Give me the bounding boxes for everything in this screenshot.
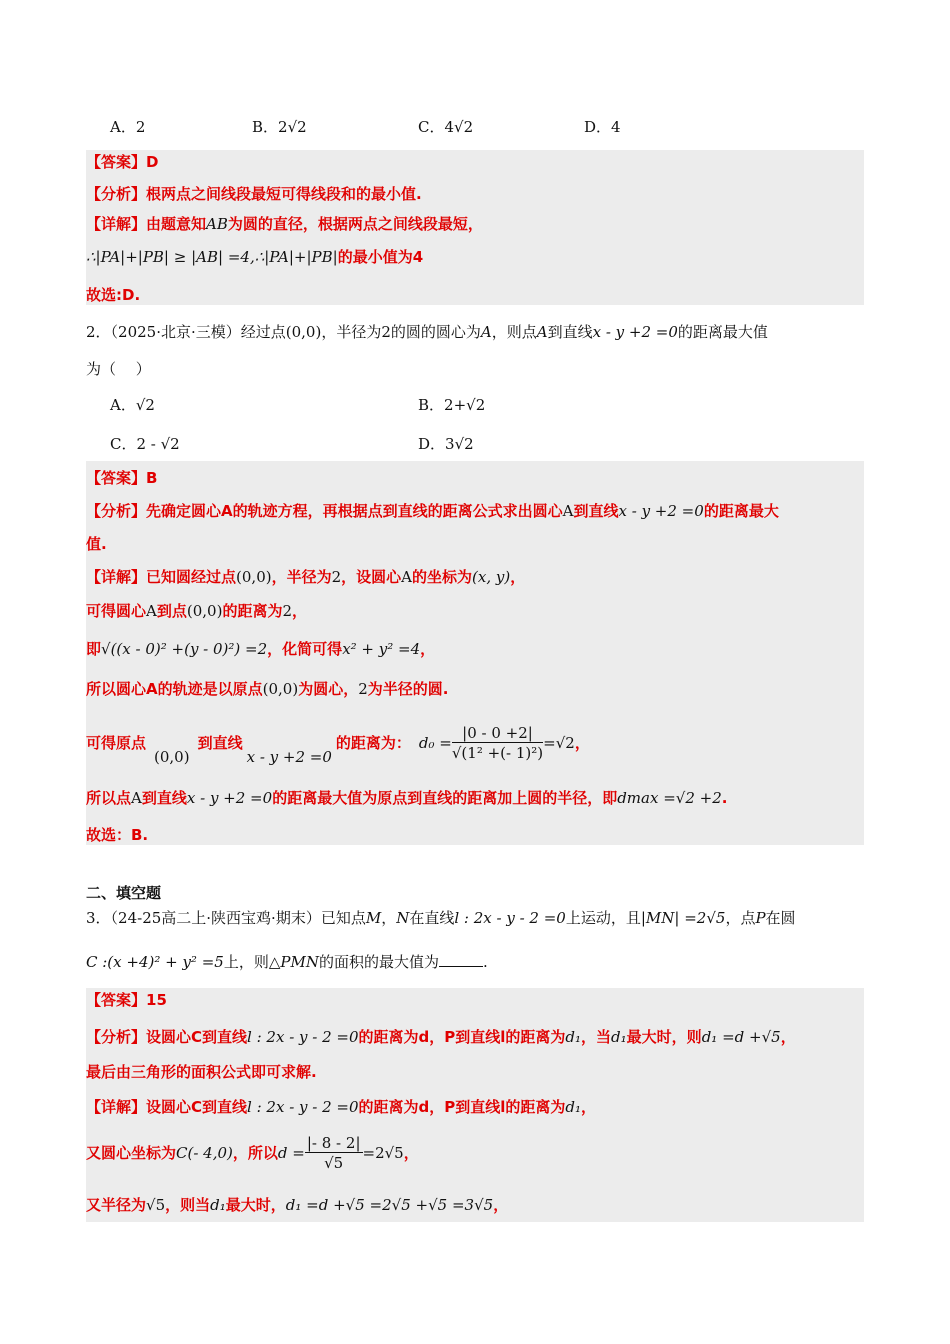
q2-detail-4: 所以圆心A的轨迹是以原点(0,0)为圆心，2为半径的圆. [86, 680, 449, 698]
answer-blank[interactable] [439, 952, 483, 967]
q3-detail-1: 【详解】设圆心C到直线l : 2x - y - 2 =0的距离为d，P到直线l的距离为d₁， [86, 1098, 597, 1116]
q3-stem-line-1: 3．（24-25高二上·陕西宝鸡·期末）已知点M，N在直线l : 2x - y - 2 =0上运动，且|MN| =2√5，点P在圆 [86, 909, 796, 927]
q2-option-b: B．2+√2 [418, 396, 486, 414]
q2-detail-1: 【详解】已知圆经过点(0,0)，半径为2，设圆心A的坐标为(x, y)， [86, 568, 526, 586]
q2-analysis-line-1: 【分析】先确定圆心A的轨迹方程，再根据点到直线的距离公式求出圆心A到直线x - y +2 =0的距离最大 [86, 502, 779, 520]
q2-stem-line-2: 为（ ） [86, 360, 151, 378]
q3-analysis-line-1: 【分析】设圆心C到直线l : 2x - y - 2 =0的距离为d，P到直线l的距离为d₁，当d₁最大时，则d₁ =d +√5， [86, 1028, 796, 1046]
q3-detail-3: 又半径为√5，则当d₁最大时，d₁ =d +√5 =2√5 +√5 =3√5， [86, 1196, 509, 1214]
q3-analysis-line-2: 最后由三角形的面积公式即可求解. [86, 1063, 317, 1081]
q2-option-d: D．3√2 [418, 435, 474, 453]
q1-answer: 【答案】D [86, 153, 159, 171]
q2-distance-fraction: $\frac{|0 - 0 +2|}{\text{√(1² +(- 1)²)}}$ [451, 724, 544, 762]
q2-detail-2: 可得圆心A到点(0,0)的距离为2， [86, 602, 308, 620]
q3-detail-2: 又圆心坐标为C(- 4,0)，所以d = $\frac{|- 8 - 2|}{√5}$ =2√5， [86, 1134, 419, 1172]
q3-answer: 【答案】15 [86, 991, 167, 1009]
section-heading: 二、填空题 [86, 884, 162, 902]
q1-detail-2: ∴|PA|+|PB| ≥ |AB| =4,∴|PA|+|PB|的最小值为4 [86, 248, 424, 266]
q1-option-d: D．4 [584, 118, 621, 136]
q2-answer: 【答案】B [86, 469, 158, 487]
q2-option-a: A．√2 [110, 396, 155, 414]
q3-distance-fraction: $\frac{|- 8 - 2|}{√5}$ [306, 1134, 361, 1172]
q1-option-c: C．4√2 [418, 118, 474, 136]
q2-analysis-line-2: 值. [86, 535, 107, 553]
q3-stem-line-2: C :(x +4)² + y² =5上，则△PMN的面积的最大值为 . [86, 953, 488, 971]
q2-detail-5: 可得原点(0,0)到直线x - y +2 =0的距离为： d₀ = $\frac{|0 - 0 +2|}{\text{√(1² +(- 1)²)}}$ =√2， [86, 724, 590, 766]
q2-stem-line-1: 2．（2025·北京·三模）经过点(0,0)，半径为2的圆的圆心为A，则点A到直线x - y +2 =0的距离最大值 [86, 323, 768, 341]
q2-conclusion: 故选：B. [86, 826, 149, 844]
q1-conclusion: 故选:D. [86, 286, 141, 304]
q2-detail-6: 所以点A到直线x - y +2 =0的距离最大值为原点到直线的距离加上圆的半径，即dmax =√2 +2. [86, 789, 728, 807]
q1-analysis: 【分析】根两点之间线段最短可得线段和的最小值. [86, 185, 422, 203]
q1-detail-1: 【详解】由题意知AB为圆的直径，根据两点之间线段最短， [86, 215, 483, 233]
q2-detail-3: 即√((x - 0)² +(y - 0)²) =2，化简可得x² + y² =4， [86, 640, 436, 658]
q2-option-c: C．2 - √2 [110, 435, 180, 453]
q1-option-a: A．2 [110, 118, 146, 136]
q1-option-b: B．2√2 [252, 118, 307, 136]
